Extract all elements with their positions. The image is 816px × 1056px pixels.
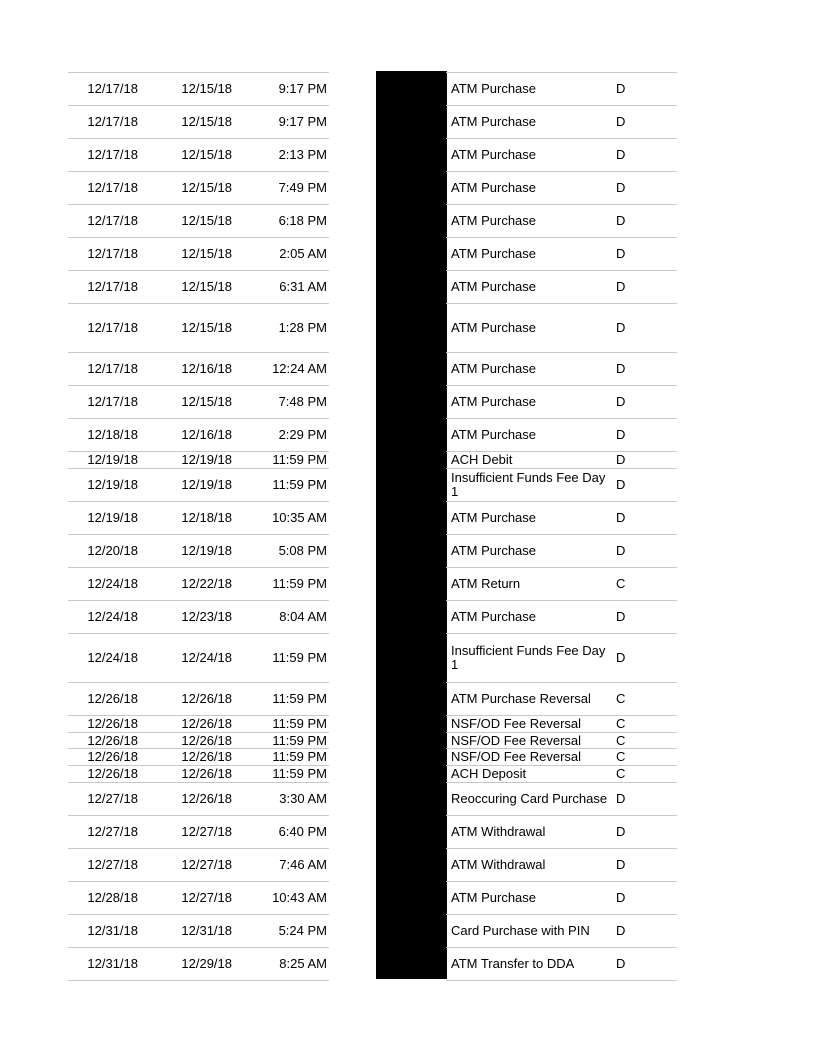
transaction-date-cell: 12/16/18: [181, 361, 232, 376]
description-cell: ATM Return: [451, 576, 521, 591]
type-cell: D: [616, 320, 626, 335]
table-row: [68, 816, 329, 849]
table-row: [446, 849, 677, 882]
type-cell: D: [616, 477, 626, 492]
table-row: [446, 106, 677, 139]
table-row: [446, 238, 677, 271]
time-cell: 6:18 PM: [278, 213, 327, 228]
table-row: [446, 205, 677, 238]
table-row: [68, 733, 329, 749]
transaction-date-cell: 12/31/18: [181, 923, 232, 938]
post-date-cell: 12/27/18: [87, 857, 138, 872]
description-cell: ATM Purchase: [451, 320, 537, 335]
post-date-cell: 12/26/18: [87, 749, 138, 764]
transaction-date-cell: 12/18/18: [181, 510, 232, 525]
post-date-cell: 12/28/18: [87, 890, 138, 905]
table-row: [446, 139, 677, 172]
time-cell: 3:30 AM: [279, 791, 327, 806]
time-cell: 9:17 PM: [278, 114, 327, 129]
table-row: [68, 502, 329, 535]
transaction-date-cell: 12/15/18: [181, 114, 232, 129]
table-row: [446, 749, 677, 766]
time-cell: 11:59 PM: [272, 749, 327, 764]
post-date-cell: 12/24/18: [87, 650, 138, 665]
time-cell: 6:40 PM: [278, 824, 327, 839]
time-cell: 11:59 PM: [272, 732, 327, 748]
time-cell: 12:24 AM: [272, 361, 327, 376]
table-row: [68, 882, 329, 915]
table-row: [68, 205, 329, 238]
table-row: [68, 634, 329, 683]
description-cell: ATM Purchase: [451, 114, 537, 129]
description-cell: NSF/OD Fee Reversal: [451, 749, 582, 764]
table-row: [68, 915, 329, 948]
table-row: [68, 238, 329, 271]
type-cell: D: [616, 361, 626, 376]
table-row: [446, 634, 677, 683]
transaction-date-cell: 12/27/18: [181, 857, 232, 872]
table-row: [446, 716, 677, 733]
table-row: [68, 783, 329, 816]
transaction-date-cell: 12/26/18: [181, 691, 232, 706]
type-cell: C: [616, 716, 626, 731]
table-row: [446, 915, 677, 948]
description-cell: ATM Purchase: [451, 361, 537, 376]
description-cell: ATM Purchase: [451, 543, 537, 558]
time-cell: 11:59 PM: [272, 452, 327, 467]
time-cell: 7:48 PM: [278, 394, 327, 409]
transaction-date-cell: 12/22/18: [181, 576, 232, 591]
time-cell: 1:28 PM: [278, 320, 327, 335]
description-cell: ATM Withdrawal: [451, 824, 546, 839]
description-cell: ATM Purchase: [451, 609, 537, 624]
table-row: [68, 172, 329, 205]
transaction-date-cell: 12/24/18: [181, 650, 232, 665]
table-row: [68, 419, 329, 452]
time-cell: 7:46 AM: [279, 857, 327, 872]
time-cell: 11:59 PM: [272, 650, 327, 665]
description-cell: ATM Transfer to DDA: [451, 956, 575, 971]
time-cell: 8:25 AM: [279, 956, 327, 971]
post-date-cell: 12/17/18: [87, 394, 138, 409]
post-date-cell: 12/17/18: [87, 361, 138, 376]
transaction-date-cell: 12/26/18: [181, 732, 232, 748]
post-date-cell: 12/26/18: [87, 691, 138, 706]
type-cell: D: [616, 246, 626, 261]
post-date-cell: 12/17/18: [87, 81, 138, 96]
time-cell: 11:59 PM: [272, 477, 327, 492]
table-row: [446, 733, 677, 749]
table-row: [446, 469, 677, 502]
type-cell: D: [616, 213, 626, 228]
type-cell: D: [616, 956, 626, 971]
time-cell: 2:13 PM: [278, 147, 327, 162]
table-row: [446, 948, 677, 981]
type-cell: D: [616, 510, 626, 525]
time-cell: 8:04 AM: [279, 609, 327, 624]
post-date-cell: 12/27/18: [87, 824, 138, 839]
type-cell: D: [616, 609, 626, 624]
table-row: [446, 535, 677, 568]
description-cell: Reoccuring Card Purchase: [451, 791, 608, 806]
post-date-cell: 12/17/18: [87, 114, 138, 129]
post-date-cell: 12/19/18: [87, 510, 138, 525]
post-date-cell: 12/17/18: [87, 180, 138, 195]
transaction-date-cell: 12/15/18: [181, 246, 232, 261]
type-cell: C: [616, 576, 626, 591]
table-row: [446, 568, 677, 601]
table-row: [68, 535, 329, 568]
post-date-cell: 12/26/18: [87, 766, 138, 781]
table-row: [68, 849, 329, 882]
type-cell: D: [616, 279, 626, 294]
description-cell: ATM Purchase: [451, 180, 537, 195]
table-row: [68, 469, 329, 502]
table-row: [446, 452, 677, 469]
description-cell: ATM Purchase: [451, 427, 537, 442]
descriptions-table: [446, 72, 677, 981]
transaction-date-cell: 12/27/18: [181, 824, 232, 839]
description-cell: ATM Purchase: [451, 213, 537, 228]
time-cell: 11:59 PM: [272, 766, 327, 781]
type-cell: C: [616, 691, 626, 706]
table-row: [446, 419, 677, 452]
table-row: [68, 601, 329, 634]
type-cell: D: [616, 857, 626, 872]
post-date-cell: 12/24/18: [87, 609, 138, 624]
post-date-cell: 12/19/18: [87, 452, 138, 467]
table-row: [68, 716, 329, 733]
table-row: [446, 271, 677, 304]
table-row: [68, 948, 329, 981]
table-row: [446, 601, 677, 634]
post-date-cell: 12/17/18: [87, 279, 138, 294]
transaction-date-cell: 12/23/18: [181, 609, 232, 624]
description-cell: ATM Purchase Reversal: [451, 691, 591, 706]
description-cell: ATM Purchase: [451, 510, 537, 525]
time-cell: 11:59 PM: [272, 691, 327, 706]
transaction-date-cell: 12/15/18: [181, 394, 232, 409]
time-cell: 6:31 AM: [279, 279, 327, 294]
description-cell: ATM Withdrawal: [451, 857, 546, 872]
transaction-date-cell: 12/19/18: [181, 477, 232, 492]
time-cell: 11:59 PM: [272, 716, 327, 731]
table-row: [446, 172, 677, 205]
description-cell: ACH Deposit: [451, 766, 527, 781]
post-date-cell: 12/18/18: [87, 427, 138, 442]
transaction-date-cell: 12/19/18: [181, 543, 232, 558]
transaction-date-cell: 12/27/18: [181, 890, 232, 905]
type-cell: C: [616, 766, 626, 781]
description-cell: ATM Purchase: [451, 279, 537, 294]
type-cell: D: [616, 147, 626, 162]
table-row: [68, 304, 329, 353]
type-cell: D: [616, 890, 626, 905]
description-cell: Insufficient Funds Fee Day 1: [451, 470, 606, 499]
transaction-date-cell: 12/29/18: [181, 956, 232, 971]
redaction-block: [376, 71, 447, 979]
transaction-date-cell: 12/15/18: [181, 279, 232, 294]
type-cell: D: [616, 650, 626, 665]
post-date-cell: 12/24/18: [87, 576, 138, 591]
description-cell: ATM Purchase: [451, 394, 537, 409]
transaction-date-cell: 12/26/18: [181, 791, 232, 806]
table-row: [68, 73, 329, 106]
type-cell: C: [616, 732, 626, 748]
table-row: [68, 749, 329, 766]
table-row: [446, 353, 677, 386]
post-date-cell: 12/26/18: [87, 716, 138, 731]
time-cell: 2:29 PM: [278, 427, 327, 442]
type-cell: D: [616, 427, 626, 442]
table-row: [446, 683, 677, 716]
time-cell: 10:43 AM: [272, 890, 327, 905]
table-row: [68, 452, 329, 469]
type-cell: D: [616, 114, 626, 129]
table-row: [446, 882, 677, 915]
description-cell: ATM Purchase: [451, 81, 537, 96]
table-row: [446, 73, 677, 106]
description-cell: Insufficient Funds Fee Day 1: [451, 643, 606, 672]
description-cell: ACH Debit: [451, 452, 513, 467]
dates-table: [68, 72, 329, 981]
type-cell: D: [616, 180, 626, 195]
transaction-date-cell: 12/26/18: [181, 749, 232, 764]
description-cell: NSF/OD Fee Reversal: [451, 732, 582, 748]
table-row: [446, 502, 677, 535]
transaction-date-cell: 12/15/18: [181, 320, 232, 335]
transaction-date-cell: 12/26/18: [181, 766, 232, 781]
post-date-cell: 12/17/18: [87, 246, 138, 261]
type-cell: C: [616, 749, 626, 764]
type-cell: D: [616, 791, 626, 806]
table-row: [68, 106, 329, 139]
table-row: [68, 139, 329, 172]
type-cell: D: [616, 543, 626, 558]
table-row: [68, 766, 329, 783]
type-cell: D: [616, 452, 626, 467]
time-cell: 7:49 PM: [278, 180, 327, 195]
post-date-cell: 12/17/18: [87, 147, 138, 162]
time-cell: 5:24 PM: [278, 923, 327, 938]
time-cell: 10:35 AM: [272, 510, 327, 525]
transaction-date-cell: 12/15/18: [181, 180, 232, 195]
type-cell: D: [616, 824, 626, 839]
post-date-cell: 12/17/18: [87, 213, 138, 228]
post-date-cell: 12/17/18: [87, 320, 138, 335]
table-row: [68, 568, 329, 601]
table-row: [446, 386, 677, 419]
time-cell: 9:17 PM: [278, 81, 327, 96]
description-cell: ATM Purchase: [451, 246, 537, 261]
table-row: [68, 353, 329, 386]
table-row: [446, 816, 677, 849]
post-date-cell: 12/19/18: [87, 477, 138, 492]
time-cell: 11:59 PM: [272, 576, 327, 591]
table-row: [68, 271, 329, 304]
type-cell: D: [616, 81, 626, 96]
description-cell: ATM Purchase: [451, 890, 537, 905]
type-cell: D: [616, 923, 626, 938]
post-date-cell: 12/31/18: [87, 923, 138, 938]
type-cell: D: [616, 394, 626, 409]
transaction-date-cell: 12/15/18: [181, 81, 232, 96]
table-row: [446, 783, 677, 816]
time-cell: 5:08 PM: [278, 543, 327, 558]
transaction-date-cell: 12/15/18: [181, 147, 232, 162]
description-cell: ATM Purchase: [451, 147, 537, 162]
post-date-cell: 12/26/18: [87, 732, 138, 748]
description-cell: NSF/OD Fee Reversal: [451, 716, 582, 731]
table-row: [446, 304, 677, 353]
table-row: [68, 683, 329, 716]
description-cell: Card Purchase with PIN: [451, 923, 590, 938]
transaction-date-cell: 12/26/18: [181, 716, 232, 731]
post-date-cell: 12/31/18: [87, 956, 138, 971]
post-date-cell: 12/20/18: [87, 543, 138, 558]
transaction-date-cell: 12/15/18: [181, 213, 232, 228]
post-date-cell: 12/27/18: [87, 791, 138, 806]
time-cell: 2:05 AM: [279, 246, 327, 261]
table-row: [446, 766, 677, 783]
transaction-date-cell: 12/19/18: [181, 452, 232, 467]
table-row: [68, 386, 329, 419]
transaction-date-cell: 12/16/18: [181, 427, 232, 442]
